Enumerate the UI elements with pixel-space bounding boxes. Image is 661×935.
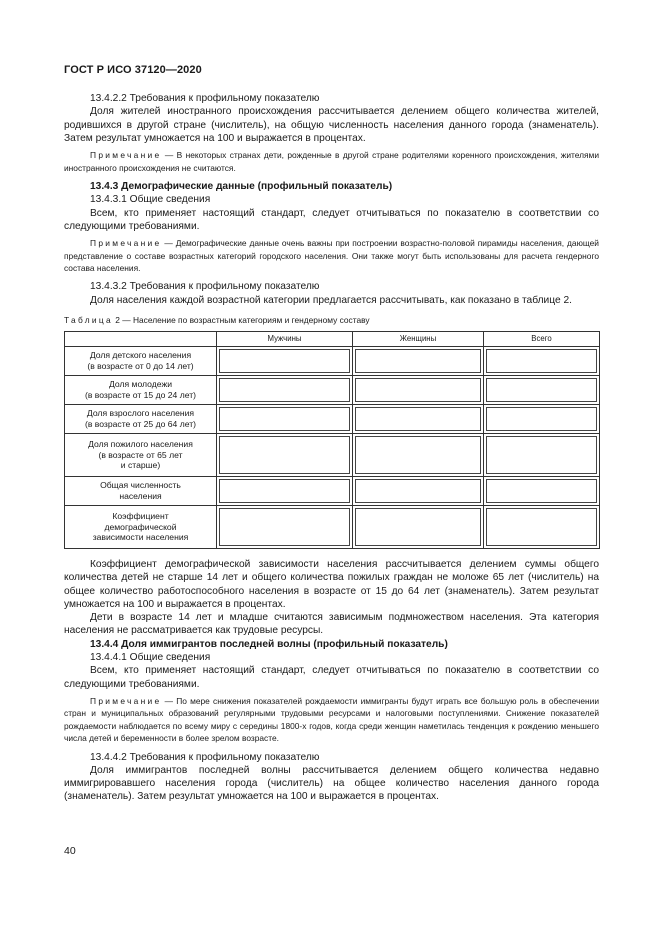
- empty-value-cell: [353, 434, 484, 477]
- table-row: [65, 405, 600, 434]
- section-13-4-4-heading: 13.4.4 Доля иммигрантов последней волны (профильный показатель): [90, 638, 448, 650]
- table-header-cell: Женщины: [353, 332, 484, 347]
- paragraph: Коэффициент демографической зависимости населения рассчитывается делением суммы общего количества детей не старше 14 лет и общего количества пожилых граждан не моложе 65 лет (числитель) на общее количество работоспособного населения в возрасте от 15 до 64 лет (знаменатель). Затем результат умножается на 100 и выражается в процентах.: [64, 559, 599, 610]
- page-number: 40: [64, 845, 76, 857]
- note-text: — По мере снижения показателей рождаемости иммигранты будут играть все большую роль в обеспечении стран и муниципальных образований регулярными трудовыми ресурсами и налоговыми поступлениями. Снижение показателей рождаемости наблюдается по всему миру с середины 1800-х годов, когда среди женщин наметилась тенденция к рождению меньшего числа детей и беременности в более зрелом возрасте.: [64, 695, 599, 744]
- empty-value-cell: [217, 434, 353, 477]
- empty-value-cell: [217, 506, 353, 549]
- value-cell-box: [355, 378, 481, 402]
- paragraph: Доля жителей иностранного происхождения рассчитывается делением общего количества жителей, родившихся в другой стране (числитель), на общую численность населения данного города (знаменатель). Затем результат умножается на 100 и выражается в процентах.: [64, 106, 599, 144]
- paragraph: Доля населения каждой возрастной категории предлагается рассчитывать, как показано в таблице 2.: [90, 294, 572, 306]
- row-label: [65, 376, 217, 405]
- note: [64, 237, 599, 274]
- empty-value-cell: [217, 405, 353, 434]
- value-cell-box: [219, 407, 350, 431]
- empty-value-cell: [353, 376, 484, 405]
- value-cell-box: [486, 479, 597, 503]
- row-label-line: и старше): [120, 460, 161, 471]
- row-label-line: (в возрасте от 25 до 64 лет): [84, 419, 197, 429]
- row-label-line: демографической: [104, 521, 177, 532]
- table-header-cell: Всего: [484, 332, 600, 347]
- row-label: [65, 434, 217, 477]
- empty-value-cell: [353, 506, 484, 549]
- empty-value-cell: [217, 376, 353, 405]
- value-cell-box: [219, 508, 350, 546]
- row-label: [65, 506, 217, 549]
- table-caption: [64, 315, 599, 326]
- empty-value-cell: [484, 477, 600, 506]
- value-cell-box: [355, 407, 481, 431]
- note-text: — Демографические данные очень важны при построении возрастно-половой пирамиды населения, дающей представление о составе возрастных категорий городского населения. Они также могут быть использованы для расчета гендерного состава населения.: [64, 238, 599, 273]
- paragraph: Всем, кто применяет настоящий стандарт, следует отчитываться по показателю в соответствии со следующими требованиями.: [64, 665, 599, 690]
- row-label: [65, 477, 217, 506]
- row-label-line: Коэффициент: [112, 511, 169, 522]
- value-cell-box: [486, 508, 597, 546]
- section-13-4-3-heading: 13.4.3 Демографические данные (профильный показатель): [90, 181, 393, 192]
- empty-value-cell: [217, 477, 353, 506]
- value-cell-box: [355, 349, 481, 373]
- paragraph: Всем, кто применяет настоящий стандарт, следует отчитываться по показателю в соответствии со следующими требованиями.: [64, 207, 599, 232]
- empty-value-cell: [484, 376, 600, 405]
- table-caption-label: Таблица: [64, 315, 113, 325]
- table-header-cell: Мужчины: [217, 332, 353, 347]
- empty-value-cell: [217, 347, 353, 376]
- value-cell-box: [355, 479, 481, 503]
- note: [64, 149, 599, 174]
- document-header: ГОСТ Р ИСО 37120—2020: [64, 64, 202, 76]
- row-label-line: (в возрасте от 65 лет: [98, 449, 183, 460]
- value-cell-box: [486, 378, 597, 402]
- paragraph: Дети в возрасте 14 лет и младше считаются зависимым подмножеством населения. Эта категория населения не рассматривается как трудовые ресурсы.: [64, 612, 599, 637]
- empty-value-cell: [484, 506, 600, 549]
- row-label: [65, 405, 217, 434]
- table-row: [65, 434, 600, 477]
- value-cell-box: [219, 378, 350, 402]
- table-row: [65, 347, 600, 376]
- row-label-line: населения: [119, 491, 162, 501]
- section-13-4-3-2-heading: 13.4.3.2 Требования к профильному показателю: [90, 281, 320, 293]
- population-table: [64, 331, 600, 549]
- row-label-line: Доля молодежи: [108, 379, 172, 390]
- empty-value-cell: [353, 405, 484, 434]
- row-label-line: Доля детского населения: [89, 350, 192, 361]
- note-label: Примечание: [90, 238, 162, 249]
- section-13-4-4-2-heading: 13.4.4.2 Требования к профильному показателю: [90, 751, 320, 763]
- row-label-line: Доля взрослого населения: [86, 408, 195, 419]
- table-header-row: [65, 332, 600, 347]
- value-cell-box: [355, 508, 481, 546]
- empty-value-cell: [484, 405, 600, 434]
- note-text: — В некоторых странах дети, рожденные в другой стране родителями коренного происхождения, жителями иностранного происхождения не считаются.: [64, 150, 599, 173]
- paragraph: Доля иммигрантов последней волны рассчитывается делением общего количества недавно иммигрировавшего населения города (числитель) на общее количество населения данного города (знаменатель). Затем результат умножается на 100 и выражается в процентах.: [64, 764, 599, 803]
- row-label-line: зависимости населения: [92, 532, 189, 543]
- row-label-line: (в возрасте от 0 до 14 лет): [87, 361, 194, 371]
- value-cell-box: [355, 436, 481, 474]
- section-13-4-4-1-heading: 13.4.4.1 Общие сведения: [90, 652, 211, 664]
- document-body: [64, 92, 599, 804]
- section-13-4-3-1-heading: 13.4.3.1 Общие сведения: [90, 194, 211, 206]
- table-header-cell: [65, 332, 217, 347]
- empty-value-cell: [353, 347, 484, 376]
- table-row: [65, 477, 600, 506]
- row-label-line: Общая численность: [100, 480, 181, 491]
- table-row: [65, 506, 600, 549]
- row-label-line: (в возрасте от 15 до 24 лет): [84, 390, 197, 400]
- value-cell-box: [486, 407, 597, 431]
- row-label-line: Доля пожилого населения: [88, 439, 193, 450]
- value-cell-box: [219, 349, 350, 373]
- note-label: Примечание: [90, 150, 162, 161]
- row-label: [65, 347, 217, 376]
- section-13-4-2-2-heading: 13.4.2.2 Требования к профильному показателю: [90, 93, 320, 104]
- empty-value-cell: [484, 347, 600, 376]
- table-row: [65, 376, 600, 405]
- value-cell-box: [486, 349, 597, 373]
- value-cell-box: [219, 436, 350, 474]
- table-caption-text: 2 — Население по возрастным категориям и гендерному составу: [112, 315, 370, 325]
- empty-value-cell: [353, 477, 484, 506]
- value-cell-box: [219, 479, 350, 503]
- empty-value-cell: [484, 434, 600, 477]
- note-label: Примечание: [90, 695, 162, 706]
- note: [64, 695, 599, 745]
- value-cell-box: [486, 436, 597, 474]
